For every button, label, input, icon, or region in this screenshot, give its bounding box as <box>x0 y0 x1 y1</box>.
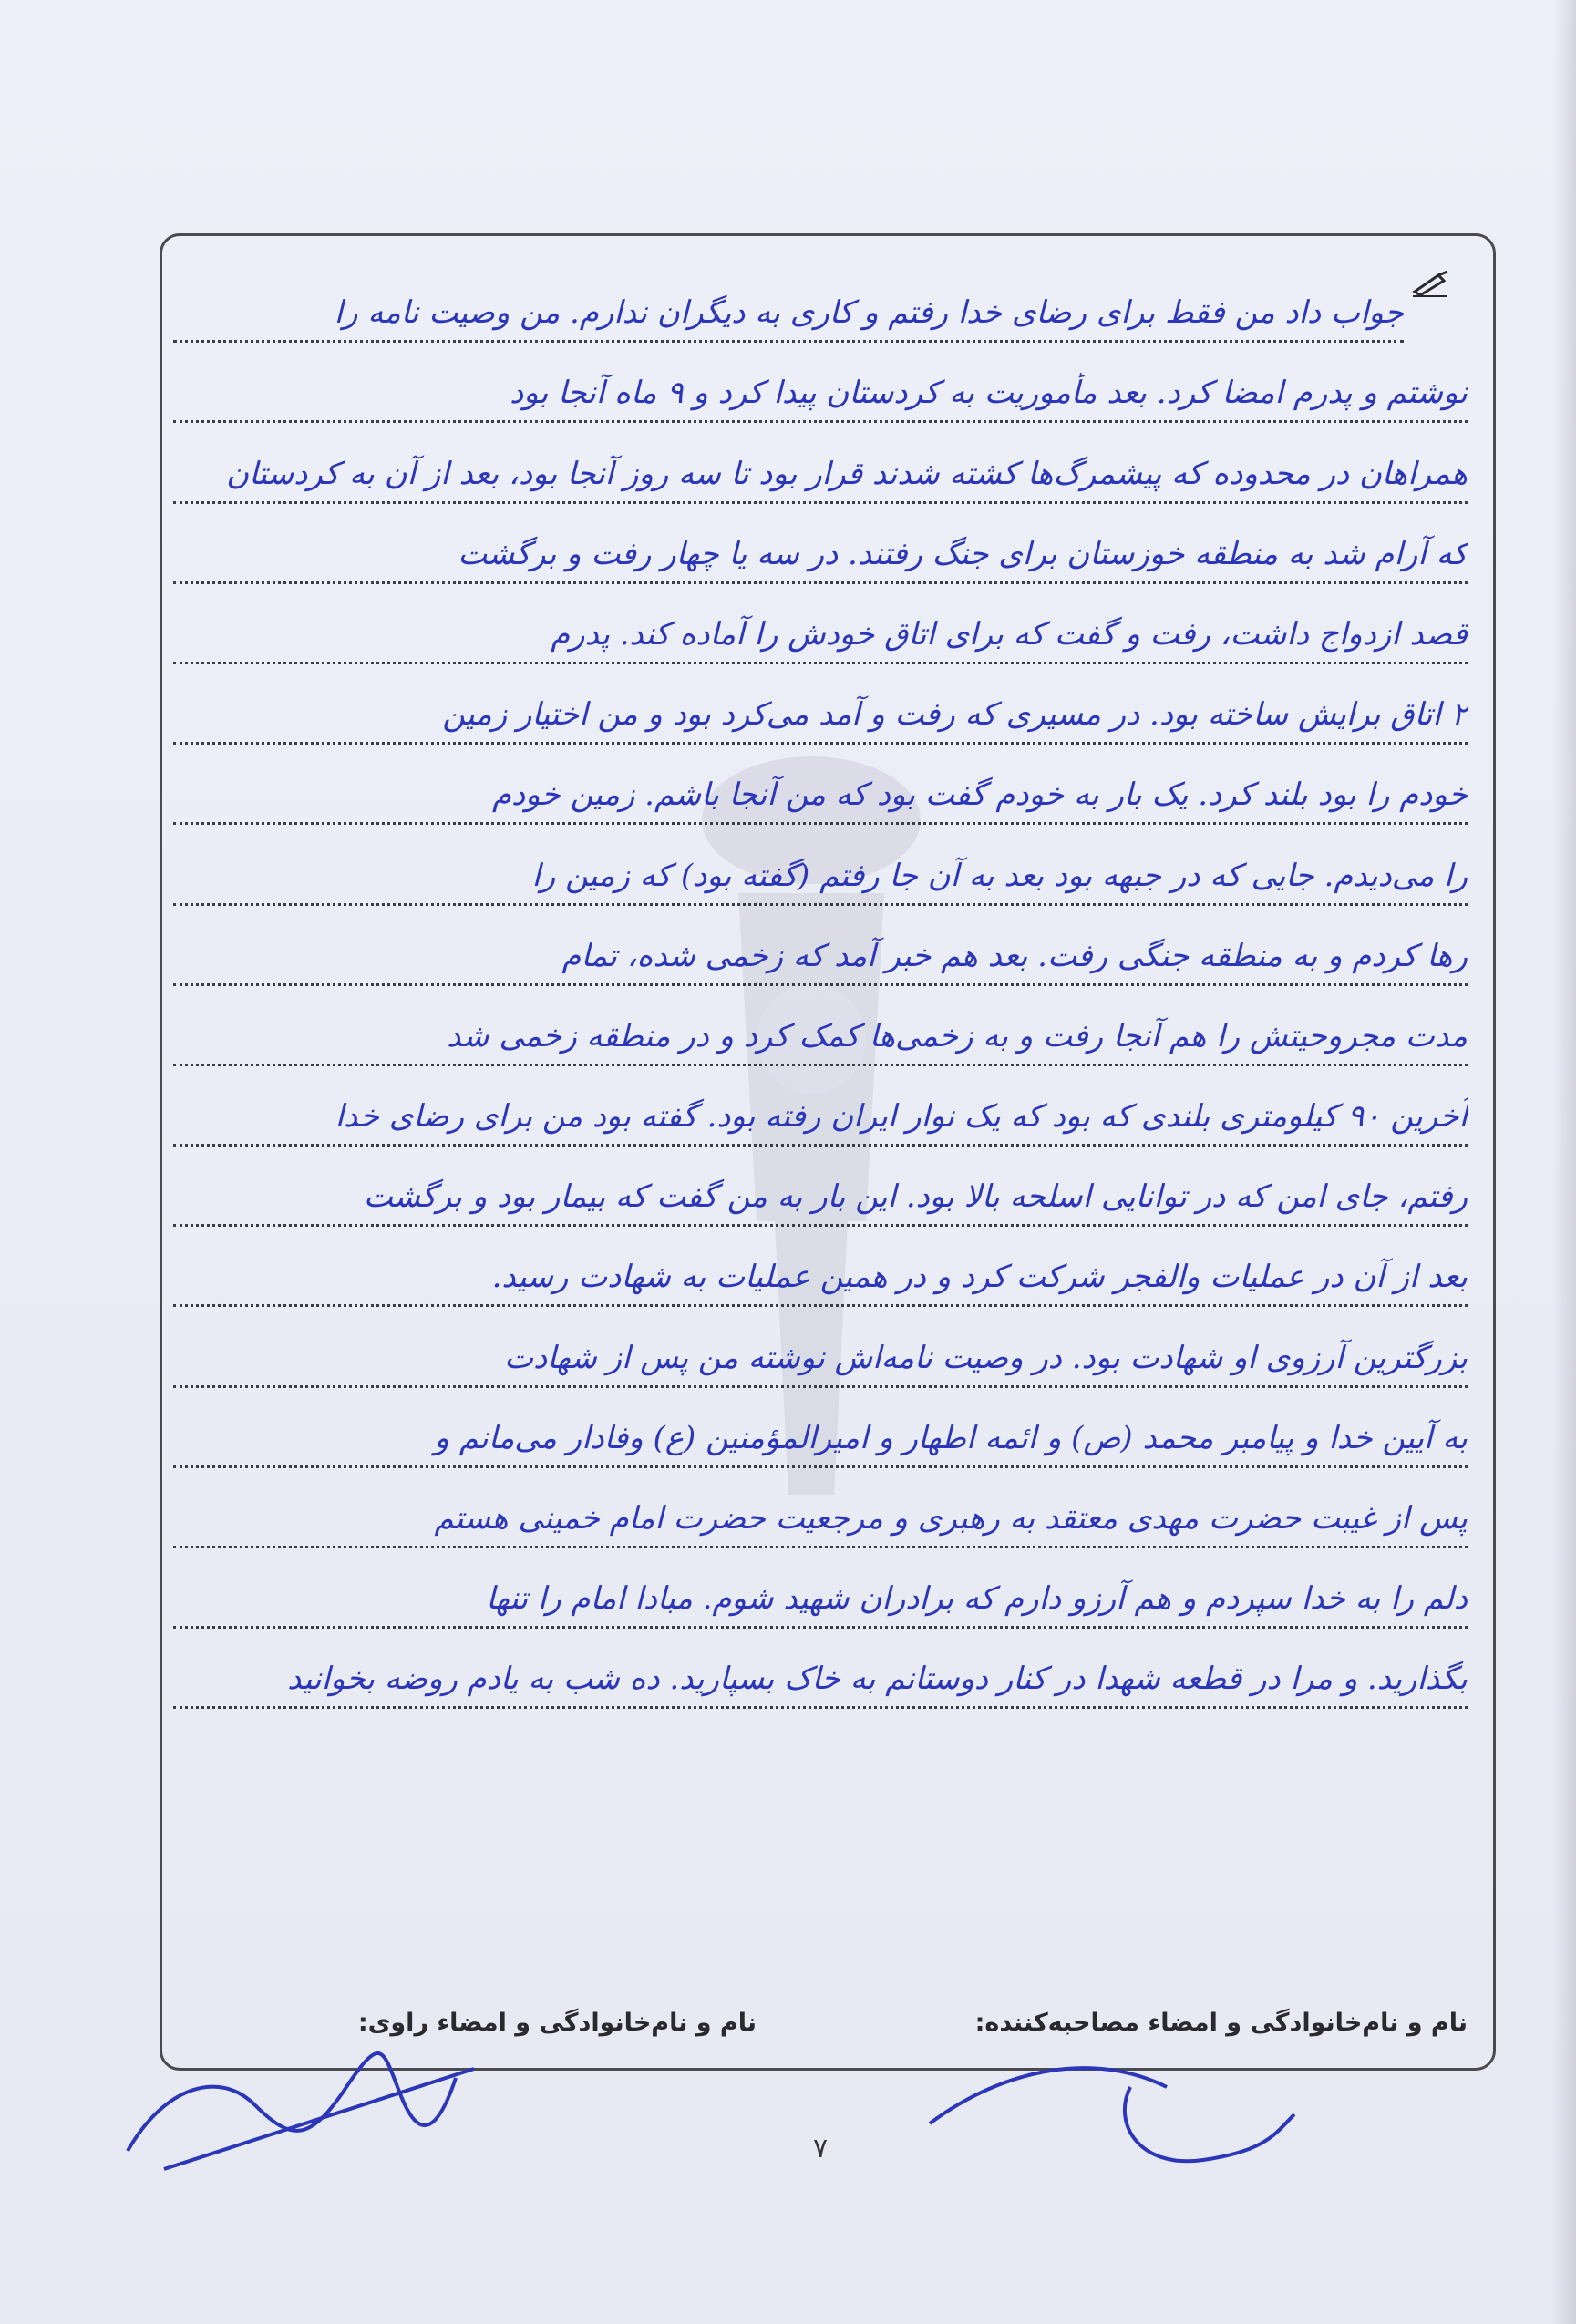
ruled-line <box>173 1629 1468 1709</box>
handwritten-line-text: ۲ اتاق برایش ساخته بود. در مسیری که رفت و آمد می‌کرد بود و من اختیار زمین <box>442 696 1468 734</box>
ruled-line <box>173 1468 1468 1548</box>
ruled-line <box>173 745 1468 825</box>
handwritten-line-text: به آیین خدا و پیامبر محمد (ص) و ائمه اطهار و امیرالمؤمنین (ع) وفادار می‌مانم و <box>434 1419 1468 1456</box>
handwritten-line-text: دلم را به خدا سپردم و هم آرزو دارم که برادران شهید شوم. مبادا امام را تنها <box>486 1580 1468 1618</box>
narrator-signature-label: نام و نام‌خانوادگی و امضاء راوی: <box>357 2009 757 2037</box>
handwritten-line-text: را می‌دیدم. جایی که در جبهه بود بعد به آن جا رفتم (گفته بود) که زمین را <box>531 857 1468 894</box>
ruled-line <box>173 504 1468 584</box>
ruled-line <box>173 906 1468 986</box>
ruled-line <box>173 584 1468 664</box>
binding-edge <box>1552 0 1576 2324</box>
ruled-line <box>173 343 1468 423</box>
handwritten-lines <box>173 262 1468 1709</box>
ruled-line <box>173 664 1468 745</box>
handwritten-line-text: بزرگترین آرزوی او شهادت بود. در وصیت نامه‌اش نوشته من پس از شهادت <box>504 1339 1468 1376</box>
interviewer-signature-label: نام و نام‌خانوادگی و امضاء مصاحبه‌کننده: <box>974 2009 1468 2037</box>
handwritten-line-text: بعد از آن در عملیات والفجر شرکت کرد و در همین عملیات به شهادت رسید. <box>491 1259 1468 1296</box>
ruled-line <box>173 1548 1468 1629</box>
handwritten-line-text: بگذارید. و مرا در قطعه شهدا در کنار دوستانم به خاک بسپارید. ده شب به یادم روضه بخوانید <box>287 1661 1468 1698</box>
ruled-line <box>173 1307 1468 1387</box>
interviewer-signature <box>930 2068 1294 2161</box>
page-number: ۷ <box>812 2133 829 2165</box>
narrator-signature <box>128 2053 474 2169</box>
handwritten-line-text: قصد ازدواج داشت، رفت و گفت که برای اتاق خودش را آماده کند. پدرم <box>551 615 1468 653</box>
handwritten-line-text: آخرین ۹۰ کیلومتری بلندی که بود که یک نوار ایران رفته بود. گفته بود من برای رضای خدا <box>335 1098 1468 1136</box>
handwritten-line-text: مدت مجروحیتش را هم آنجا رفت و به زخمی‌ها کمک کرد و در منطقه زخمی شد <box>447 1017 1468 1054</box>
handwritten-line-text: پس از غیبت حضرت مهدی معتقد به رهبری و مرجعیت حضرت امام خمینی هستم <box>434 1500 1468 1537</box>
ruled-line <box>173 1066 1468 1147</box>
signatures <box>109 2032 1385 2178</box>
ruled-line <box>173 262 1404 343</box>
handwritten-line-text: خودم را بود بلند کرد. یک بار به خودم گفت بود که من آنجا باشم. زمین خودم <box>491 776 1468 814</box>
handwritten-line-text: نوشتم و پدرم امضا کرد. بعد مأموریت به کردستان پیدا کرد و ۹ ماه آنجا بود <box>510 375 1468 412</box>
ruled-line <box>173 986 1468 1066</box>
handwritten-line-text: رفتم، جای امن که در توانایی اسلحه بالا بود. این بار به من گفت که بیمار بود و برگشت <box>363 1178 1468 1216</box>
handwritten-line-text: همراهان در محدوده که پیشمرگ‌ها کشته شدند قرار بود تا سه روز آنجا بود، بعد از آن به کردستان <box>226 455 1468 492</box>
handwritten-line-text: جواب داد من فقط برای رضای خدا رفتم و کاری به دیگران ندارم. من وصیت نامه را <box>334 294 1404 332</box>
ruled-line <box>173 825 1468 905</box>
ruled-line <box>173 1388 1468 1468</box>
ruled-line <box>173 1227 1468 1307</box>
handwritten-line-text: رها کردم و به منطقه جنگی رفت. بعد هم خبر آمد که زخمی شده، تمام <box>561 937 1468 974</box>
ruled-line <box>173 423 1468 503</box>
handwritten-line-text: که آرام شد به منطقه خوزستان برای جنگ رفتند. در سه یا چهار رفت و برگشت <box>458 535 1468 572</box>
ruled-line <box>173 1147 1468 1227</box>
